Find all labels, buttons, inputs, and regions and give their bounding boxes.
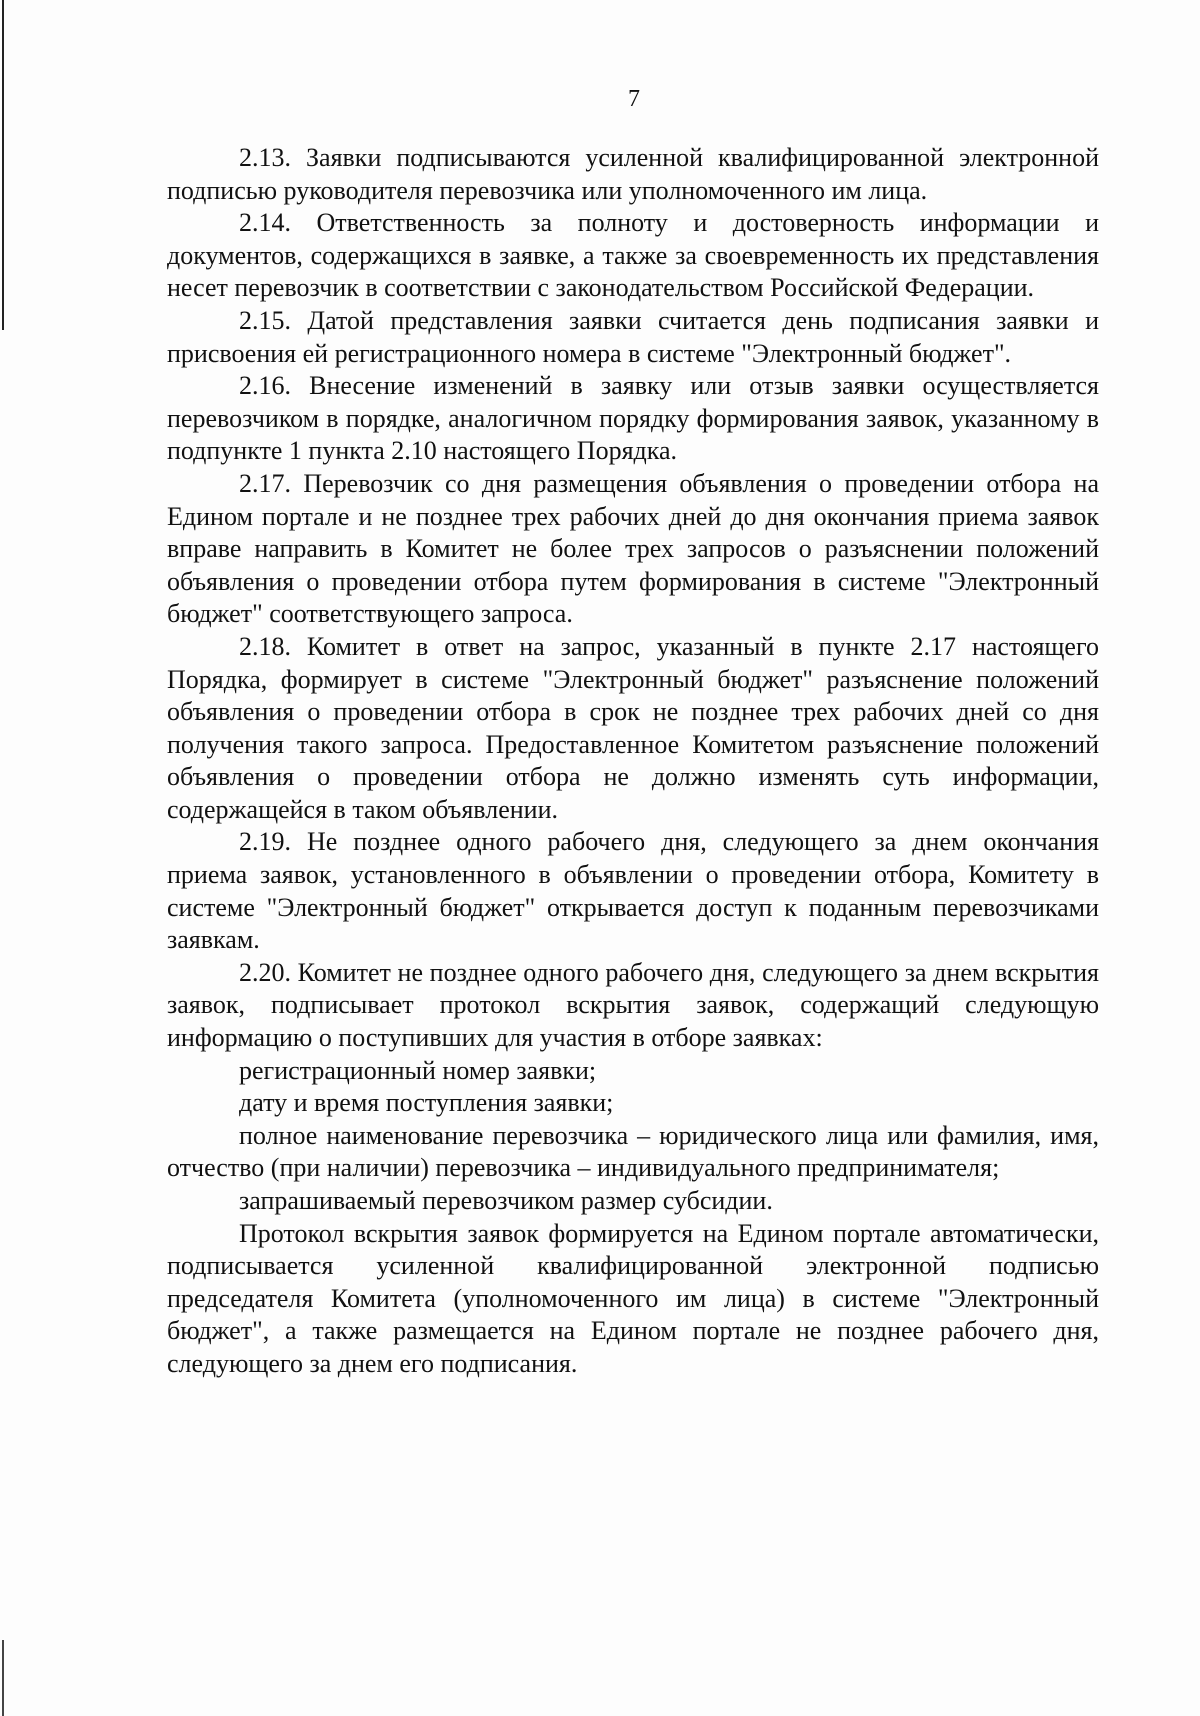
paragraph-2-16: 2.16. Внесение изменений в заявку или отзыв заявки осуществляется перевозчиком в порядке, аналогичном порядку формирования заявок, указанному в подпункте 1 пункта 2.10 настоящего Порядка. (167, 371, 1099, 466)
paragraph-2-18: 2.18. Комитет в ответ на запрос, указанный в пункте 2.17 настоящего Порядка, формирует в системе "Электронный бюджет" разъяснение положений объявления о проведении отбора в срок не позднее трех рабочих дней со дня получения такого запроса. Предоставленное Комитетом разъяснение положений объявления о проведении отбора не должно изменять суть информации, содержащейся в таком объявлении. (167, 631, 1099, 824)
paragraph-2-20: 2.20. Комитет не позднее одного рабочего дня, следующего за днем вскрытия заявок, подписывает протокол вскрытия заявок, содержащий следующую информацию о поступивших для участия в отборе заявках: (167, 957, 1099, 1053)
paragraph-2-17: 2.17. Перевозчик со дня размещения объявления о проведении отбора на Едином портале и не позднее трех рабочих дней до дня окончания приема заявок вправе направить в Комитет не более трех запросов о разъяснении положений объявления о проведении отбора путем формирования в системе "Электронный бюджет" соответствующего запроса. (167, 468, 1099, 629)
paragraph-2-14: 2.14. Ответственность за полноту и достоверность информации и документов, содержащихся в заявке, а также за своевременность их представления несет перевозчик в соответствии с законодательством Российской Федерации. (167, 208, 1099, 303)
scan-edge-mark-bottom (2, 1640, 4, 1716)
list-item-full-name: полное наименование перевозчика – юридического лица или фамилия, имя, отчество (при наличии) перевозчика – индивидуального предпринимателя; (167, 1120, 1099, 1183)
paragraph-protocol: Протокол вскрытия заявок формируется на Едином портале автоматически, подписывается усиленной квалифицированной электронной подписью председателя Комитета (уполномоченного им лица) в системе "Электронный бюджет", а также размещается на Едином портале не позднее рабочего дня, следующего за днем его подписания. (167, 1218, 1099, 1378)
document-body (167, 142, 1099, 1381)
list-item-subsidy-amount: запрашиваемый перевозчиком размер субсидии. (239, 1186, 773, 1215)
paragraph-2-13: 2.13. Заявки подписываются усиленной квалифицированной электронной подписью руководителя перевозчика или уполномоченного им лица. (167, 143, 1099, 205)
paragraph-2-15: 2.15. Датой представления заявки считается день подписания заявки и присвоения ей регистрационного номера в системе "Электронный бюджет". (167, 305, 1099, 368)
list-item-date-time: дату и время поступления заявки; (239, 1088, 614, 1118)
paragraph-2-19: 2.19. Не позднее одного рабочего дня, следующего за днем окончания приема заявок, установленного в объявлении о проведении отбора, Комитету в системе "Электронный бюджет" открывается доступ к поданным перевозчиками заявкам. (167, 827, 1099, 955)
list-item-registration-number: регистрационный номер заявки; (239, 1055, 597, 1085)
page-number: 7 (628, 86, 640, 112)
scan-edge-mark (2, 0, 4, 330)
